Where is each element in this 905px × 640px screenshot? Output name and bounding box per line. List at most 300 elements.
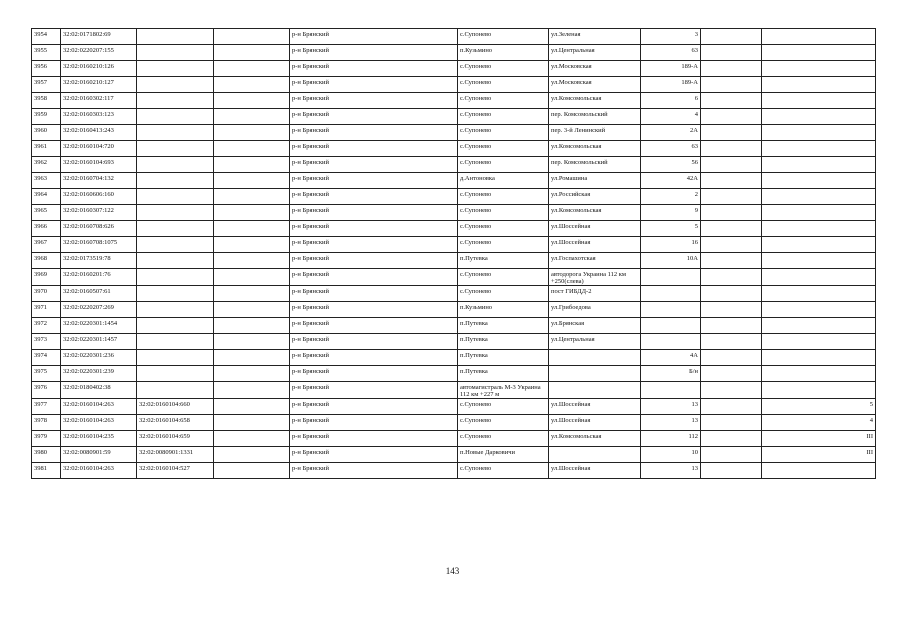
sub-cadastral-number xyxy=(137,221,214,237)
row-number: 3980 xyxy=(32,447,61,463)
cadastral-number: 32:02:0160708:626 xyxy=(61,221,137,237)
sub-cadastral-number xyxy=(137,29,214,45)
locality: п.Путевка xyxy=(458,366,549,382)
district: р-н Брянский xyxy=(290,286,458,302)
district: р-н Брянский xyxy=(290,334,458,350)
cadastral-number: 32:02:0220301:236 xyxy=(61,350,137,366)
table-row xyxy=(32,415,876,431)
house-number xyxy=(641,334,701,350)
district: р-н Брянский xyxy=(290,237,458,253)
house-number xyxy=(641,302,701,318)
row-number: 3979 xyxy=(32,431,61,447)
sub-cadastral-number: 32:02:0160104:659 xyxy=(137,431,214,447)
locality: с.Супонево xyxy=(458,221,549,237)
table-row xyxy=(32,399,876,415)
row-number: 3967 xyxy=(32,237,61,253)
cadastral-number: 32:02:0160606:160 xyxy=(61,189,137,205)
table-row xyxy=(32,382,876,399)
cadastral-number: 32:02:0160104:235 xyxy=(61,431,137,447)
building-number xyxy=(762,45,876,61)
cadastral-number: 32:02:0160210:126 xyxy=(61,61,137,77)
cadastral-number: 32:02:0160302:117 xyxy=(61,93,137,109)
locality: с.Супонево xyxy=(458,237,549,253)
cadastral-number: 32:02:0173519:78 xyxy=(61,253,137,269)
house-number: 6 xyxy=(641,93,701,109)
table-row xyxy=(32,173,876,189)
building-number: III xyxy=(762,447,876,463)
house-number: 10 xyxy=(641,447,701,463)
sub-cadastral-number: 32:02:0160104:527 xyxy=(137,463,214,479)
row-number: 3958 xyxy=(32,93,61,109)
table-row xyxy=(32,253,876,269)
cadastral-number: 32:02:0171802:69 xyxy=(61,29,137,45)
row-number: 3978 xyxy=(32,415,61,431)
house-number: 2 xyxy=(641,189,701,205)
district: р-н Брянский xyxy=(290,93,458,109)
blank-cell xyxy=(701,125,762,141)
street: ул.Шоссейная xyxy=(549,399,641,415)
house-number xyxy=(641,318,701,334)
table-row xyxy=(32,45,876,61)
table-row xyxy=(32,141,876,157)
blank-cell xyxy=(701,350,762,366)
blank-cell xyxy=(214,61,290,77)
cadastral-number: 32:02:0220207:155 xyxy=(61,45,137,61)
street: ул.Комсомольская xyxy=(549,93,641,109)
district: р-н Брянский xyxy=(290,109,458,125)
building-number xyxy=(762,318,876,334)
blank-cell xyxy=(214,415,290,431)
row-number: 3970 xyxy=(32,286,61,302)
blank-cell xyxy=(214,173,290,189)
blank-cell xyxy=(214,463,290,479)
locality: п.Путевка xyxy=(458,334,549,350)
table-body xyxy=(32,29,876,479)
cadastral-number: 32:02:0220207:269 xyxy=(61,302,137,318)
row-number: 3968 xyxy=(32,253,61,269)
table-row xyxy=(32,334,876,350)
row-number: 3971 xyxy=(32,302,61,318)
blank-cell xyxy=(701,447,762,463)
district: р-н Брянский xyxy=(290,366,458,382)
cadastral-number: 32:02:0160104:263 xyxy=(61,399,137,415)
cadastral-number: 32:02:0220301:1457 xyxy=(61,334,137,350)
row-number: 3981 xyxy=(32,463,61,479)
locality: п.Новые Дарковичи xyxy=(458,447,549,463)
row-number: 3969 xyxy=(32,269,61,286)
blank-cell xyxy=(214,253,290,269)
cadastral-number: 32:02:0160104:720 xyxy=(61,141,137,157)
cadastral-number: 32:02:0080901:59 xyxy=(61,447,137,463)
locality: с.Супонево xyxy=(458,77,549,93)
row-number: 3960 xyxy=(32,125,61,141)
district: р-н Брянский xyxy=(290,382,458,399)
house-number: Б/н xyxy=(641,366,701,382)
sub-cadastral-number xyxy=(137,61,214,77)
house-number: 5 xyxy=(641,221,701,237)
district: р-н Брянский xyxy=(290,447,458,463)
table-row xyxy=(32,431,876,447)
cadastral-number: 32:02:0160104:263 xyxy=(61,463,137,479)
table-row xyxy=(32,302,876,318)
district: р-н Брянский xyxy=(290,61,458,77)
blank-cell xyxy=(701,366,762,382)
blank-cell xyxy=(214,157,290,173)
building-number xyxy=(762,205,876,221)
house-number xyxy=(641,269,701,286)
house-number: 63 xyxy=(641,141,701,157)
cadastral-number: 32:02:0180402:38 xyxy=(61,382,137,399)
blank-cell xyxy=(214,109,290,125)
blank-cell xyxy=(701,189,762,205)
house-number xyxy=(641,382,701,399)
sub-cadastral-number xyxy=(137,286,214,302)
sub-cadastral-number xyxy=(137,318,214,334)
locality: с.Супонево xyxy=(458,399,549,415)
sub-cadastral-number xyxy=(137,382,214,399)
locality: с.Супонево xyxy=(458,61,549,77)
house-number: 4А xyxy=(641,350,701,366)
blank-cell xyxy=(701,61,762,77)
cadastral-number: 32:02:0160307:122 xyxy=(61,205,137,221)
house-number: 189-А xyxy=(641,77,701,93)
blank-cell xyxy=(214,286,290,302)
building-number: 5 xyxy=(762,399,876,415)
sub-cadastral-number: 32:02:0160104:658 xyxy=(137,415,214,431)
locality: автомагистраль М-3 Украина 112 км +227 м xyxy=(458,382,549,399)
table-row xyxy=(32,93,876,109)
locality: с.Супонево xyxy=(458,157,549,173)
building-number xyxy=(762,237,876,253)
house-number: 16 xyxy=(641,237,701,253)
street: ул.Грибоедова xyxy=(549,302,641,318)
table-row xyxy=(32,61,876,77)
building-number xyxy=(762,61,876,77)
district: р-н Брянский xyxy=(290,45,458,61)
street: ул.Шоссейная xyxy=(549,221,641,237)
sub-cadastral-number xyxy=(137,269,214,286)
sub-cadastral-number xyxy=(137,189,214,205)
blank-cell xyxy=(214,431,290,447)
building-number xyxy=(762,269,876,286)
sub-cadastral-number xyxy=(137,109,214,125)
house-number: 4 xyxy=(641,109,701,125)
street: ул.Шоссейная xyxy=(549,415,641,431)
building-number xyxy=(762,109,876,125)
locality: с.Супонево xyxy=(458,269,549,286)
cadastral-number: 32:02:0160303:123 xyxy=(61,109,137,125)
blank-cell xyxy=(701,302,762,318)
sub-cadastral-number xyxy=(137,173,214,189)
locality: с.Супонево xyxy=(458,463,549,479)
street: пер. Комсомольский xyxy=(549,157,641,173)
blank-cell xyxy=(214,93,290,109)
blank-cell xyxy=(701,431,762,447)
blank-cell xyxy=(214,29,290,45)
blank-cell xyxy=(701,253,762,269)
blank-cell xyxy=(214,399,290,415)
row-number: 3956 xyxy=(32,61,61,77)
sub-cadastral-number: 32:02:0160104:660 xyxy=(137,399,214,415)
district: р-н Брянский xyxy=(290,29,458,45)
district: р-н Брянский xyxy=(290,205,458,221)
house-number: 13 xyxy=(641,399,701,415)
row-number: 3959 xyxy=(32,109,61,125)
blank-cell xyxy=(214,221,290,237)
table-row xyxy=(32,318,876,334)
building-number xyxy=(762,302,876,318)
building-number: III xyxy=(762,431,876,447)
blank-cell xyxy=(701,141,762,157)
table-row xyxy=(32,157,876,173)
house-number: 3 xyxy=(641,29,701,45)
row-number: 3973 xyxy=(32,334,61,350)
house-number: 112 xyxy=(641,431,701,447)
building-number xyxy=(762,157,876,173)
row-number: 3963 xyxy=(32,173,61,189)
blank-cell xyxy=(701,415,762,431)
building-number xyxy=(762,253,876,269)
locality: п.Путевка xyxy=(458,350,549,366)
locality: с.Супонево xyxy=(458,415,549,431)
blank-cell xyxy=(214,45,290,61)
district: р-н Брянский xyxy=(290,125,458,141)
sub-cadastral-number xyxy=(137,302,214,318)
locality: с.Супонево xyxy=(458,189,549,205)
locality: с.Супонево xyxy=(458,109,549,125)
page-number: 143 xyxy=(445,566,460,576)
cadastral-number: 32:02:0160704:132 xyxy=(61,173,137,189)
district: р-н Брянский xyxy=(290,431,458,447)
table-row xyxy=(32,269,876,286)
district: р-н Брянский xyxy=(290,399,458,415)
street: ул.Московская xyxy=(549,77,641,93)
cadastral-number: 32:02:0160104:263 xyxy=(61,415,137,431)
sub-cadastral-number xyxy=(137,366,214,382)
house-number: 10А xyxy=(641,253,701,269)
blank-cell xyxy=(214,189,290,205)
district: р-н Брянский xyxy=(290,350,458,366)
sub-cadastral-number xyxy=(137,334,214,350)
building-number xyxy=(762,463,876,479)
street: ул.Шоссейная xyxy=(549,237,641,253)
house-number: 13 xyxy=(641,463,701,479)
table-row xyxy=(32,350,876,366)
locality: с.Супонево xyxy=(458,141,549,157)
cadastral-number: 32:02:0220301:1454 xyxy=(61,318,137,334)
district: р-н Брянский xyxy=(290,415,458,431)
street: ул.Комсомольская xyxy=(549,205,641,221)
cadastral-number: 32:02:0160201:76 xyxy=(61,269,137,286)
row-number: 3955 xyxy=(32,45,61,61)
house-number: 9 xyxy=(641,205,701,221)
table-row xyxy=(32,221,876,237)
sub-cadastral-number xyxy=(137,157,214,173)
building-number xyxy=(762,173,876,189)
building-number xyxy=(762,382,876,399)
district: р-н Брянский xyxy=(290,302,458,318)
street: ул.Центральная xyxy=(549,334,641,350)
cadastral-number: 32:02:0160210:127 xyxy=(61,77,137,93)
cadastral-number: 32:02:0160708:1075 xyxy=(61,237,137,253)
row-number: 3965 xyxy=(32,205,61,221)
building-number: 4 xyxy=(762,415,876,431)
table-row xyxy=(32,286,876,302)
table-row xyxy=(32,447,876,463)
blank-cell xyxy=(701,382,762,399)
blank-cell xyxy=(214,125,290,141)
row-number: 3966 xyxy=(32,221,61,237)
cadastral-number: 32:02:0220301:239 xyxy=(61,366,137,382)
table-row xyxy=(32,77,876,93)
house-number: 63 xyxy=(641,45,701,61)
cadastral-number: 32:02:0160507:61 xyxy=(61,286,137,302)
blank-cell xyxy=(214,237,290,253)
street: ул.Ромашина xyxy=(549,173,641,189)
street xyxy=(549,350,641,366)
blank-cell xyxy=(701,334,762,350)
district: р-н Брянский xyxy=(290,141,458,157)
locality: д.Антоновка xyxy=(458,173,549,189)
district: р-н Брянский xyxy=(290,221,458,237)
blank-cell xyxy=(214,205,290,221)
building-number xyxy=(762,93,876,109)
row-number: 3976 xyxy=(32,382,61,399)
street xyxy=(549,366,641,382)
street: ул.Российская xyxy=(549,189,641,205)
document-table xyxy=(31,28,876,479)
blank-cell xyxy=(214,141,290,157)
blank-cell xyxy=(701,286,762,302)
building-number xyxy=(762,189,876,205)
blank-cell xyxy=(214,334,290,350)
blank-cell xyxy=(214,447,290,463)
blank-cell xyxy=(701,77,762,93)
table-row xyxy=(32,205,876,221)
street: автодорога Украина 112 км +250(слева) xyxy=(549,269,641,286)
row-number: 3972 xyxy=(32,318,61,334)
blank-cell xyxy=(701,205,762,221)
locality: п.Кузьмино xyxy=(458,302,549,318)
building-number xyxy=(762,29,876,45)
blank-cell xyxy=(701,29,762,45)
house-number: 189-А xyxy=(641,61,701,77)
street: ул.Шоссейная xyxy=(549,463,641,479)
street: ул.Комсомольская xyxy=(549,141,641,157)
street xyxy=(549,447,641,463)
blank-cell xyxy=(214,382,290,399)
blank-cell xyxy=(701,237,762,253)
blank-cell xyxy=(214,350,290,366)
blank-cell xyxy=(214,366,290,382)
blank-cell xyxy=(214,318,290,334)
sub-cadastral-number xyxy=(137,253,214,269)
table-row xyxy=(32,125,876,141)
district: р-н Брянский xyxy=(290,463,458,479)
building-number xyxy=(762,334,876,350)
blank-cell xyxy=(701,157,762,173)
district: р-н Брянский xyxy=(290,253,458,269)
row-number: 3961 xyxy=(32,141,61,157)
street xyxy=(549,382,641,399)
row-number: 3957 xyxy=(32,77,61,93)
table-row xyxy=(32,29,876,45)
blank-cell xyxy=(701,45,762,61)
house-number: 2А xyxy=(641,125,701,141)
locality: п.Путевка xyxy=(458,318,549,334)
locality: с.Супонево xyxy=(458,205,549,221)
district: р-н Брянский xyxy=(290,173,458,189)
street: ул.Московская xyxy=(549,61,641,77)
street: ул.Зеленая xyxy=(549,29,641,45)
locality: п.Путевка xyxy=(458,253,549,269)
district: р-н Брянский xyxy=(290,269,458,286)
house-number: 13 xyxy=(641,415,701,431)
sub-cadastral-number xyxy=(137,141,214,157)
street: ул.Брянская xyxy=(549,318,641,334)
street: ул.Центральная xyxy=(549,45,641,61)
sub-cadastral-number xyxy=(137,45,214,61)
table-row xyxy=(32,109,876,125)
house-number: 56 xyxy=(641,157,701,173)
locality: с.Супонево xyxy=(458,29,549,45)
building-number xyxy=(762,366,876,382)
row-number: 3977 xyxy=(32,399,61,415)
sub-cadastral-number xyxy=(137,77,214,93)
building-number xyxy=(762,125,876,141)
row-number: 3975 xyxy=(32,366,61,382)
locality: с.Супонево xyxy=(458,125,549,141)
district: р-н Брянский xyxy=(290,189,458,205)
sub-cadastral-number xyxy=(137,205,214,221)
blank-cell xyxy=(701,399,762,415)
blank-cell xyxy=(701,463,762,479)
locality: с.Супонево xyxy=(458,431,549,447)
locality: с.Супонево xyxy=(458,286,549,302)
house-number: 42А xyxy=(641,173,701,189)
blank-cell xyxy=(701,93,762,109)
building-number xyxy=(762,286,876,302)
street: пер. 3-й Ленинский xyxy=(549,125,641,141)
street: пер. Комсомольский xyxy=(549,109,641,125)
building-number xyxy=(762,350,876,366)
blank-cell xyxy=(701,221,762,237)
building-number xyxy=(762,77,876,93)
locality: п.Кузьмино xyxy=(458,45,549,61)
street: ул.Госпахотская xyxy=(549,253,641,269)
blank-cell xyxy=(701,318,762,334)
blank-cell xyxy=(214,77,290,93)
street: ул.Комсомольская xyxy=(549,431,641,447)
row-number: 3964 xyxy=(32,189,61,205)
sub-cadastral-number xyxy=(137,93,214,109)
blank-cell xyxy=(214,269,290,286)
building-number xyxy=(762,141,876,157)
blank-cell xyxy=(701,109,762,125)
sub-cadastral-number: 32:02:0080901:1331 xyxy=(137,447,214,463)
row-number: 3962 xyxy=(32,157,61,173)
cadastral-number: 32:02:0160413:243 xyxy=(61,125,137,141)
table-row xyxy=(32,463,876,479)
sub-cadastral-number xyxy=(137,237,214,253)
table-row xyxy=(32,366,876,382)
blank-cell xyxy=(701,269,762,286)
house-number xyxy=(641,286,701,302)
blank-cell xyxy=(701,173,762,189)
table-row xyxy=(32,237,876,253)
row-number: 3974 xyxy=(32,350,61,366)
blank-cell xyxy=(214,302,290,318)
